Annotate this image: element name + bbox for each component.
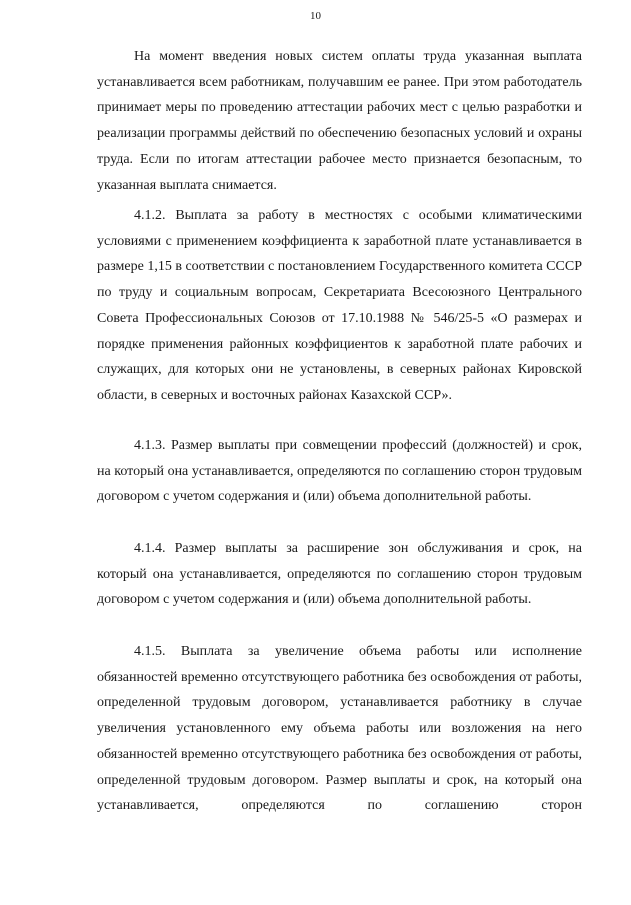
paragraph-certification <box>97 44 582 198</box>
paragraph-4-1-2 <box>97 203 582 409</box>
page-number: 10 <box>310 10 321 22</box>
paragraph-text: 4.1.4. Размер выплаты за расширение зон обслуживания и срок, на который она устанавливается, определяются по соглашению сторон трудовым договором с учетом содержания и (или) объема дополнительной работы. <box>97 541 582 608</box>
paragraph-4-1-5 <box>97 639 582 819</box>
paragraph-text: На момент введения новых систем оплаты труда указанная выплата устанавливается всем работникам, получавшим ее ранее. При этом работодатель принимает меры по проведению аттестации рабочих мест с целью разработки и реализации программы действий по обеспечению безопасных условий и охраны труда. Если по итогам аттестации рабочее место признается безопасным, то указанная выплата снимается. <box>97 49 582 193</box>
paragraph-text: 4.1.5. Выплата за увеличение объема работы или исполнение обязанностей временно отсутствующего работника без освобождения от работы, определенной трудовым договором, устанавливается работнику в случае увеличения установленного ему объема работы или возложения на него обязанностей временно отсутствующего работника без освобождения от работы, определенной трудовым договором. Размер выплаты и срок, на который она устанавливается, определяются по соглашению сторон <box>97 644 582 814</box>
paragraph-4-1-4 <box>97 536 582 613</box>
paragraph-text: 4.1.2. Выплата за работу в местностях с особыми климатическими условиями с применением коэффициента к заработной плате устанавливается в размере 1,15 в соответствии с постановлением Государственного комитета СССР по труду и социальным вопросам, Секретариата Всесоюзного Центрального Совета Профессиональных Союзов от 17.10.1988 № 546/25-5 «О размерах и порядке применения районных коэффициентов к заработной плате рабочих и служащих, для которых они не установлены, в северных районах Кировской области, в северных и восточных районах Казахской ССР». <box>97 208 582 403</box>
paragraph-text: 4.1.3. Размер выплаты при совмещении профессий (должностей) и срок, на который она устанавливается, определяются по соглашению сторон трудовым договором с учетом содержания и (или) объема дополнительной работы. <box>97 438 582 505</box>
paragraph-4-1-3 <box>97 433 582 510</box>
